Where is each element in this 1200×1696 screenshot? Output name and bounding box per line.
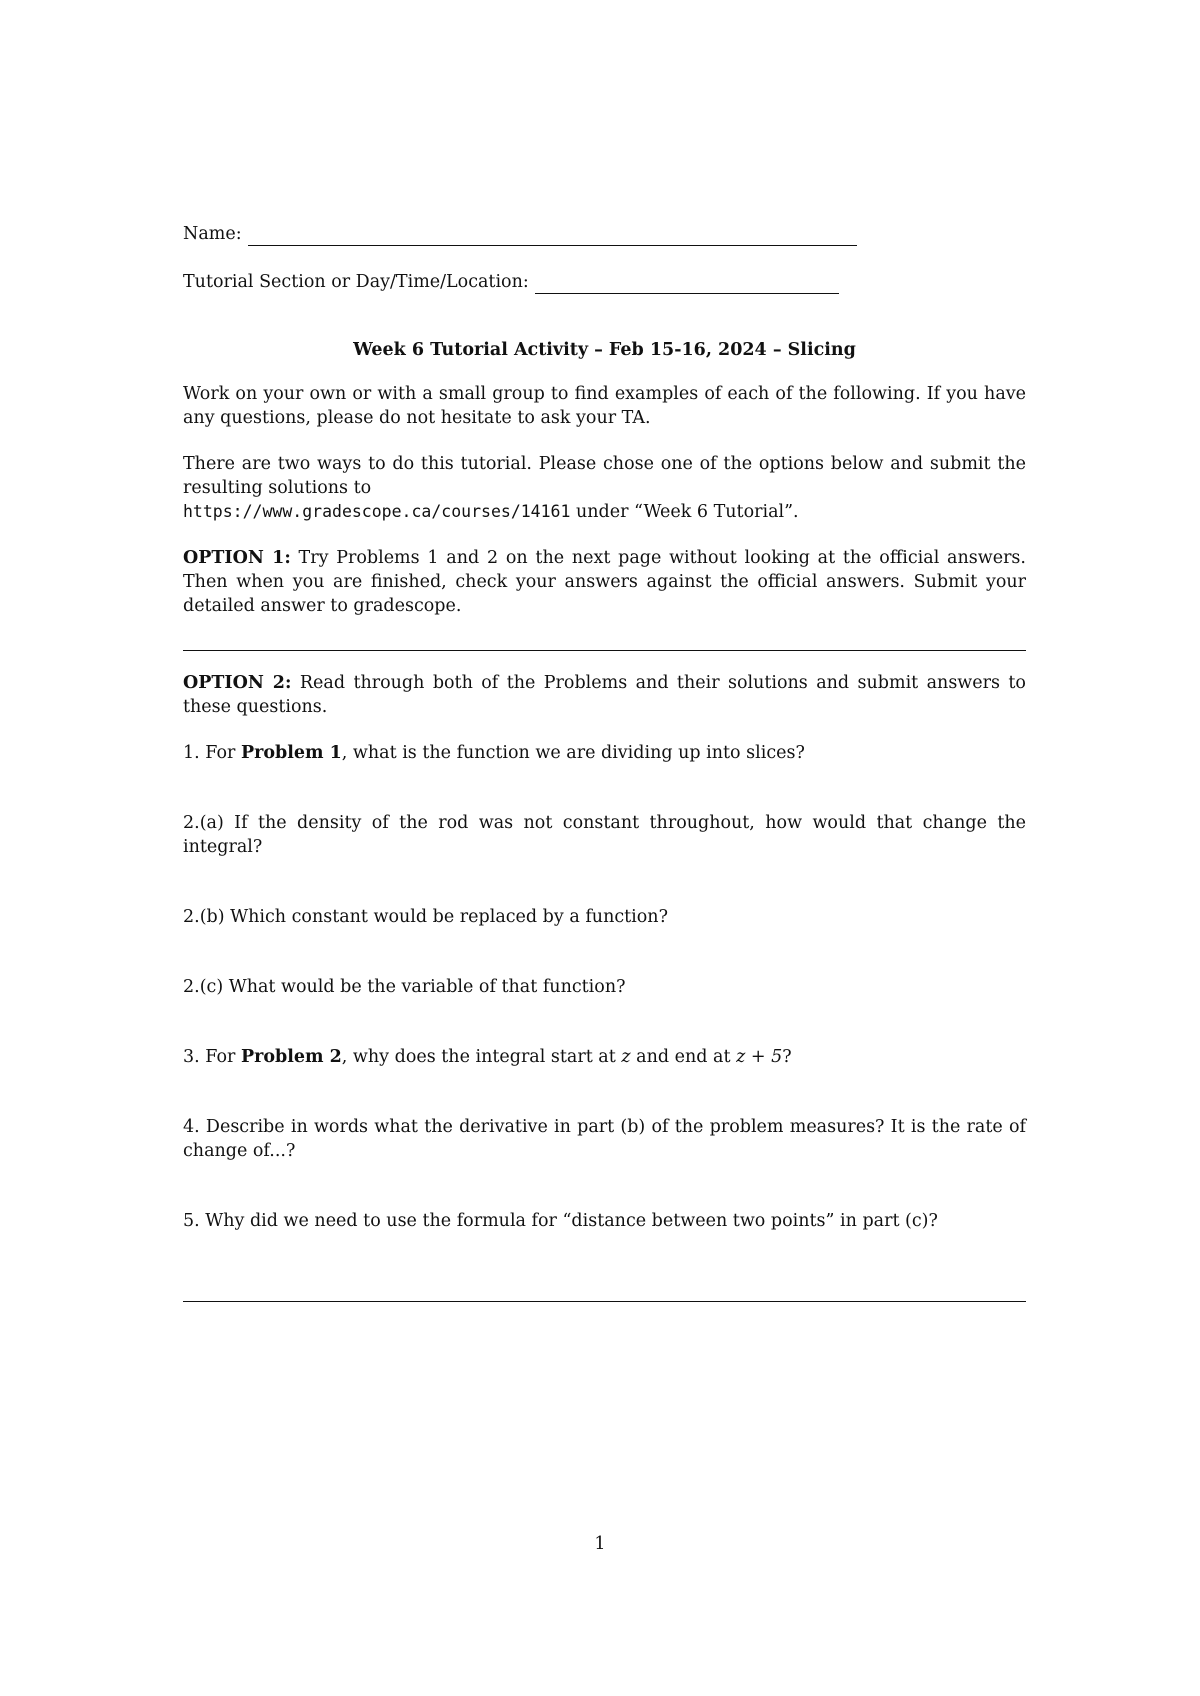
section-blank-line bbox=[535, 275, 839, 294]
divider-top bbox=[183, 650, 1026, 651]
name-field-row bbox=[183, 220, 1026, 246]
option1-label: OPTION 1: bbox=[183, 548, 291, 568]
question-5: 5. Why did we need to use the formula for “distance between two points” in part (c)? bbox=[183, 1211, 938, 1231]
intro-paragraph: Work on your own or with a small group to find examples of each of the following. If you have any questions, please do not hesitate to ask your TA. bbox=[183, 384, 1026, 428]
q3-end: ? bbox=[782, 1047, 792, 1067]
section-label: Tutorial Section or Day/Time/Location: bbox=[183, 272, 529, 292]
question-1 bbox=[183, 741, 1026, 765]
gradescope-url: https://www.gradescope.ca/courses/14161 bbox=[183, 502, 571, 521]
option1-text: Try Problems 1 and 2 on the next page without looking at the official answers. Then when you are finished, check your answers against the official answers. Submit your detailed answer to gradescope. bbox=[183, 548, 1026, 616]
q3-prefix: 3. For bbox=[183, 1047, 236, 1067]
q1-text: , what is the function we are dividing up into slices? bbox=[341, 743, 805, 763]
ways-under-text: under “Week 6 Tutorial”. bbox=[576, 502, 799, 522]
page-content bbox=[183, 220, 1026, 1302]
q3-text-2: and end at bbox=[636, 1047, 731, 1067]
page-number: 1 bbox=[594, 1534, 606, 1554]
question-2a: 2.(a) If the density of the rod was not constant throughout, how would that change the integral? bbox=[183, 813, 1026, 857]
option1-paragraph bbox=[183, 546, 1026, 618]
name-label: Name: bbox=[183, 224, 242, 244]
page-title: Week 6 Tutorial Activity – Feb 15-16, 2024 – Slicing bbox=[353, 340, 856, 360]
question-2c: 2.(c) What would be the variable of that function? bbox=[183, 977, 626, 997]
question-2b: 2.(b) Which constant would be replaced by a function? bbox=[183, 907, 668, 927]
ways-paragraph bbox=[183, 452, 1026, 524]
q1-problem-ref: Problem 1 bbox=[240, 743, 342, 763]
divider-bottom bbox=[183, 1301, 1026, 1302]
question-3 bbox=[183, 1045, 1026, 1069]
q1-prefix: 1. For bbox=[183, 743, 236, 763]
q3-problem-ref: Problem 2 bbox=[240, 1047, 342, 1067]
option2-text: Read through both of the Problems and their solutions and submit answers to these questions. bbox=[183, 673, 1026, 717]
option2-paragraph bbox=[183, 671, 1026, 719]
question-4: 4. Describe in words what the derivative in part (b) of the problem measures? It is the rate of change of...? bbox=[183, 1117, 1026, 1161]
q3-text: , why does the integral start at bbox=[341, 1047, 616, 1067]
q3-expression: z + 5 bbox=[736, 1047, 783, 1067]
ways-text: There are two ways to do this tutorial. Please chose one of the options below and submit the resulting solutions to bbox=[183, 454, 1026, 498]
section-field-row bbox=[183, 268, 1026, 294]
q3-variable: z bbox=[621, 1047, 631, 1067]
name-blank-line bbox=[248, 227, 857, 246]
option2-label: OPTION 2: bbox=[183, 673, 292, 693]
